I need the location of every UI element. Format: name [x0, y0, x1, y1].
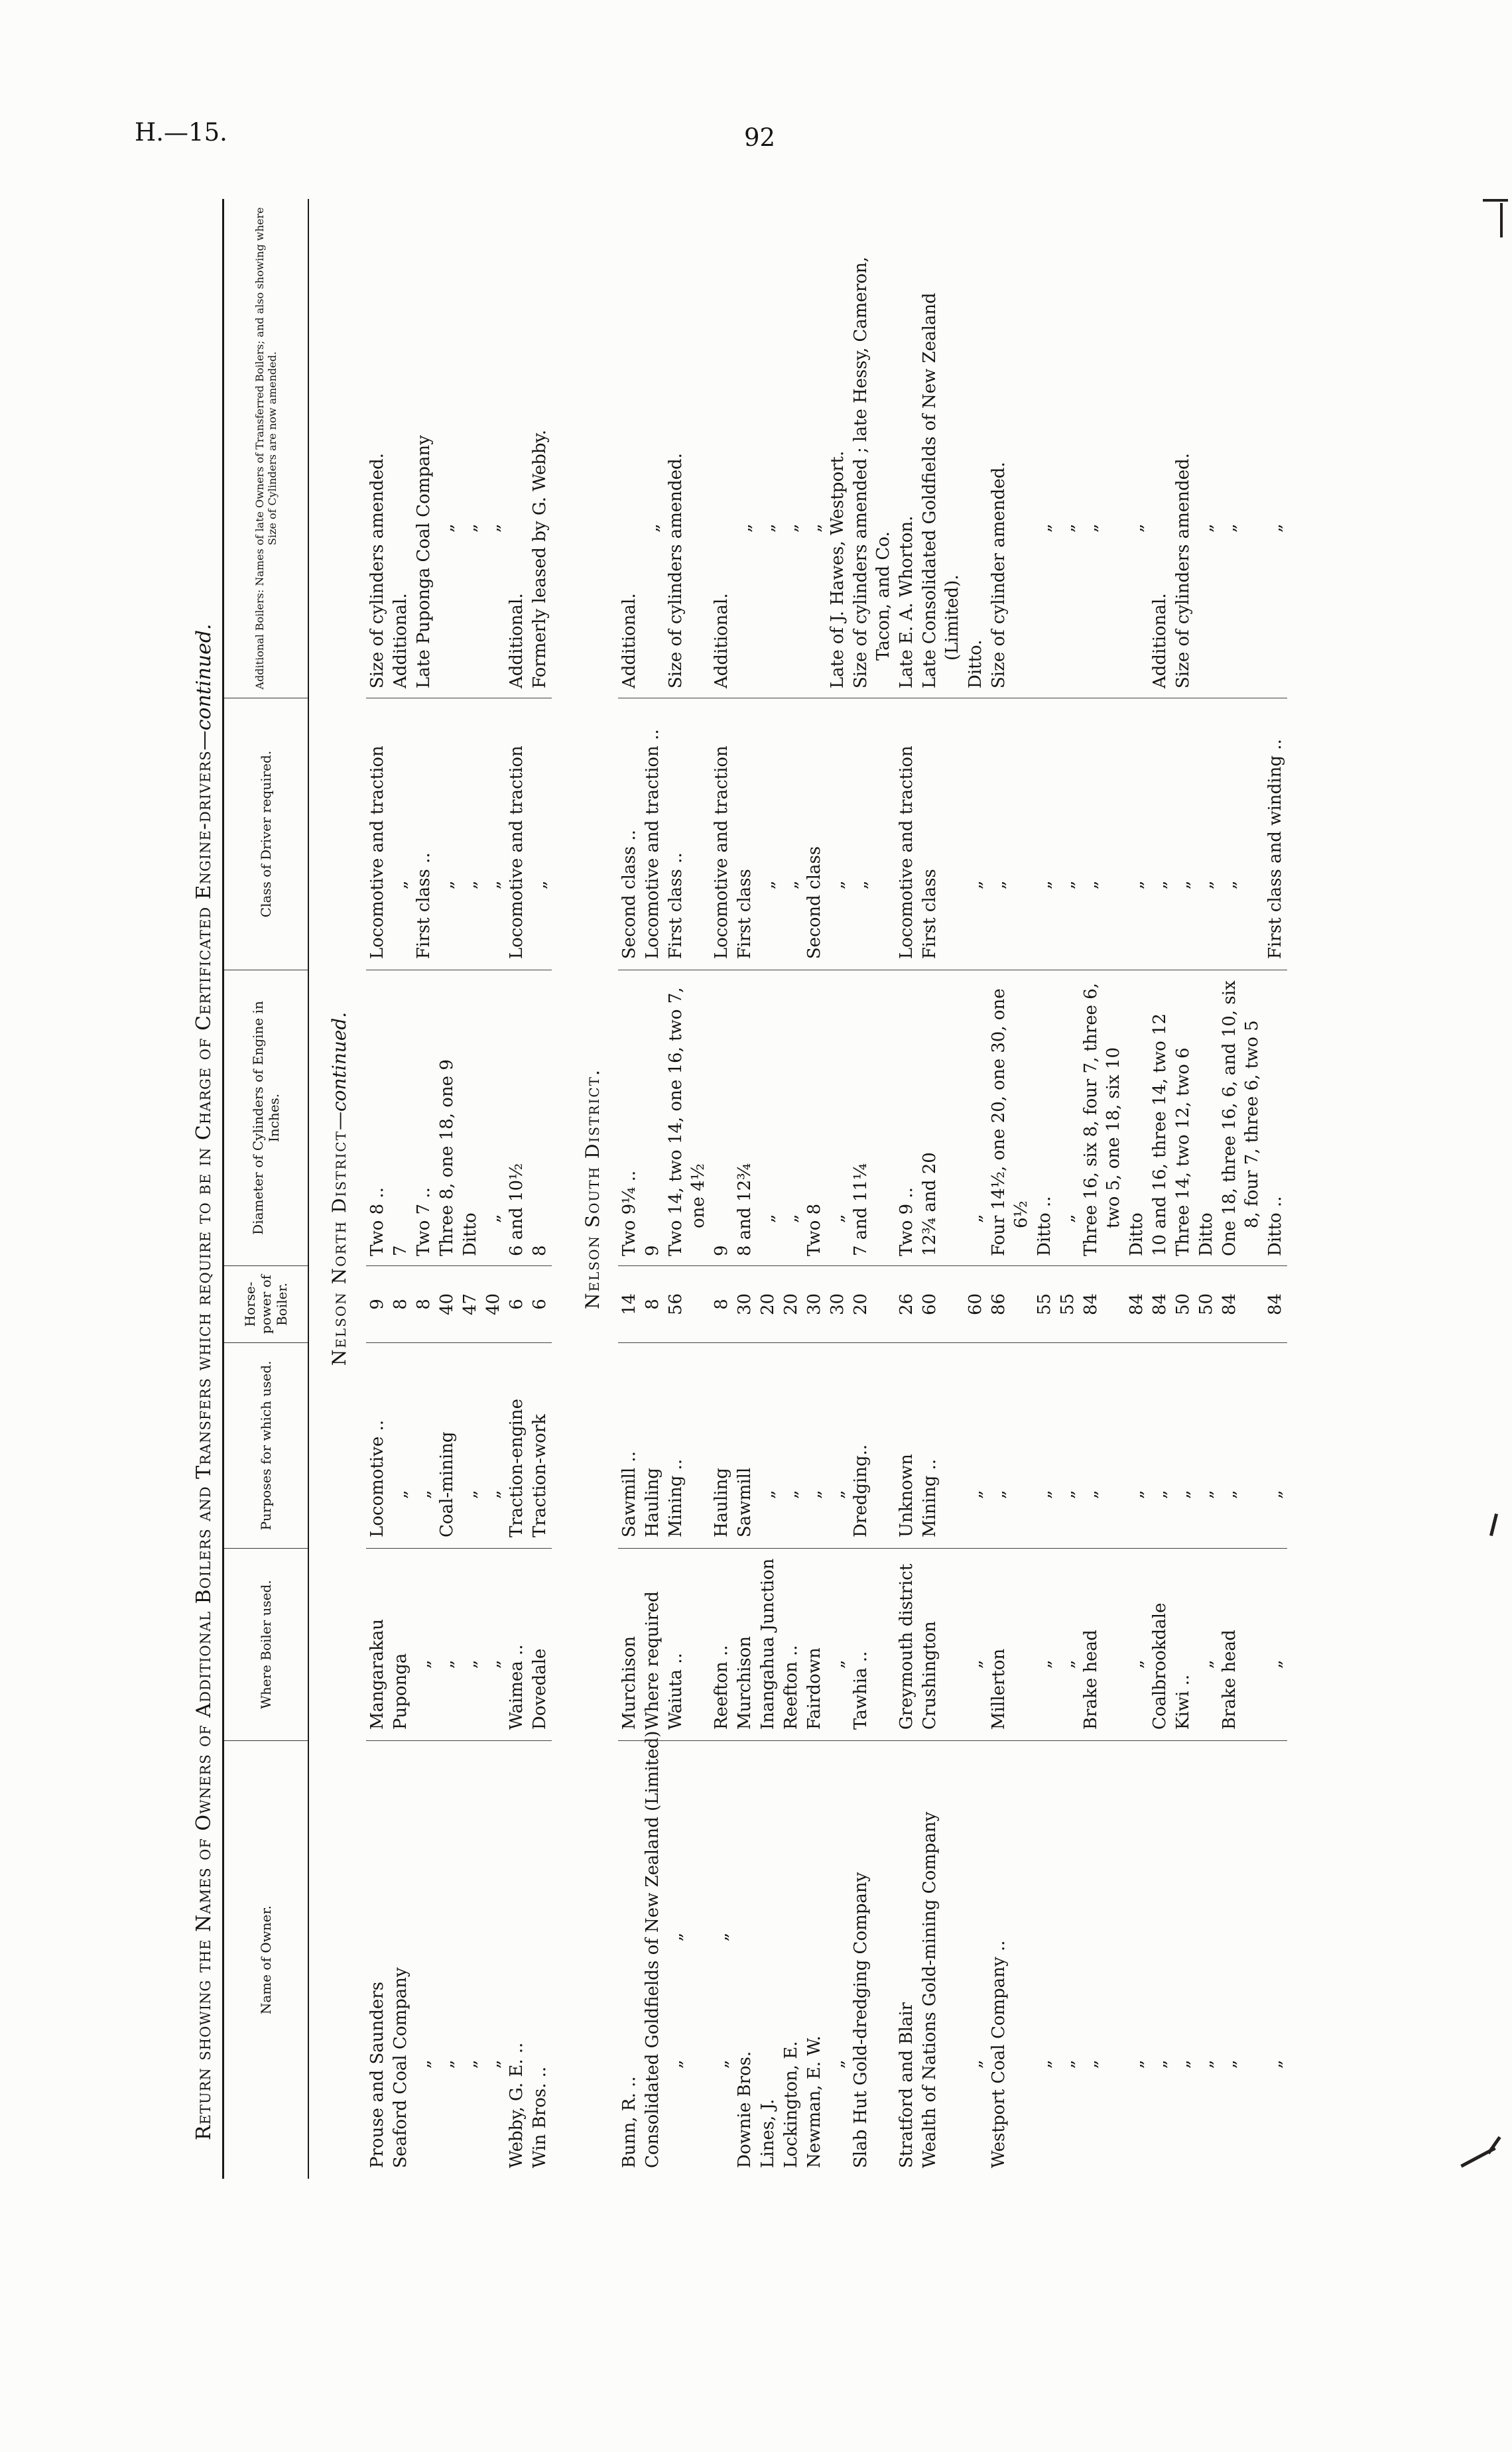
cell-horsepower: 14 [618, 1266, 641, 1343]
column-header-owner: Name of Owner. [258, 1905, 274, 2015]
cell-horsepower: 84 [1264, 1266, 1287, 1343]
cell-horsepower: 26 [895, 1266, 918, 1343]
column-header-purpose: Purposes for which used. [224, 1343, 308, 1549]
cell-owner: Newman, E. W. [804, 2035, 824, 2168]
cell-owner: Lines, J. [758, 2098, 778, 2168]
table-row [1080, 199, 1125, 2179]
section-heading [578, 199, 607, 2179]
cell-additional-boilers: Formerly leased by G. Webby. [529, 199, 552, 698]
cell-horsepower: 47 [459, 1266, 482, 1343]
cell-owner: Downie Bros. [735, 2051, 755, 2168]
table-row [618, 199, 641, 2179]
section-heading-text: Nelson North District [328, 1130, 350, 1366]
cell-additional-boilers: „ [459, 199, 482, 698]
cell-purpose: „ [389, 1343, 412, 1549]
cell-additional-boilers: „ [757, 199, 780, 698]
cell-horsepower: 20 [850, 1266, 895, 1343]
table-row [664, 199, 710, 2179]
cell-owner: Lockington, E. [781, 2041, 801, 2168]
cell-owner: „ [1220, 2059, 1239, 2069]
cell-owner: Prouse and Saunders [367, 1981, 387, 2168]
section-heading-text: Nelson South District. [582, 1068, 603, 1309]
cell-additional-boilers: „ [803, 199, 826, 698]
cell-where-used: Murchison [618, 1549, 641, 1741]
cell-cylinder-diameter: „ [964, 970, 987, 1266]
cell-owner: „ [1081, 2059, 1101, 2069]
cell-driver-class: Second class [803, 698, 826, 970]
cell-driver-class: „ [1172, 698, 1195, 970]
cell-owner: Webby, G. E. .. [507, 2042, 527, 2168]
cell-where-used: Reefton .. [780, 1549, 803, 1741]
cell-purpose: Sawmill .. [618, 1343, 641, 1549]
cell-owner: „ [437, 2059, 457, 2069]
cell-purpose: Mining .. [918, 1343, 964, 1549]
table-row [803, 199, 826, 2179]
cell-where-used: Mangarakau [366, 1549, 389, 1741]
cell-additional-boilers: Additional. [1149, 199, 1172, 698]
cell-where-used: Tawhia .. [850, 1549, 895, 1741]
cell-cylinder-diameter: Ditto .. [1033, 970, 1056, 1266]
cell-owner: Westport Coal Company .. [989, 1940, 1009, 2168]
cell-where-used: „ [459, 1549, 482, 1741]
cell-driver-class: Locomotive and traction [505, 698, 529, 970]
cell-cylinder-diameter: „ [757, 970, 780, 1266]
table-row [964, 199, 987, 2179]
document-reference: H.—15. [135, 118, 227, 147]
cell-where-used: „ [412, 1549, 436, 1741]
cell-purpose: „ [1218, 1343, 1264, 1549]
cell-cylinder-diameter: Three 16, six 8, four 7, three 6, two 5, one 18, six 10 [1080, 970, 1125, 1266]
cell-driver-class: First class [918, 698, 964, 970]
cell-horsepower: 20 [757, 1266, 780, 1343]
section-heading-continued: —continued. [328, 1011, 350, 1131]
column-header-where-used: Where Boiler used. [224, 1549, 308, 1741]
cell-horsepower: 8 [389, 1266, 412, 1343]
cell-cylinder-diameter: 10 and 16, three 14, two 12 [1149, 970, 1172, 1266]
table-title-main: Return showing the Names of Owners of Additional Boilers and Transfers which require to be in Charge of Certificated Engine-drivers [192, 750, 216, 2140]
cell-owner: „ [966, 2059, 985, 2069]
cell-horsepower: 40 [482, 1266, 505, 1343]
cell-where-used: „ [436, 1549, 459, 1741]
table-header-row [224, 199, 309, 2179]
cell-horsepower: 84 [1125, 1266, 1149, 1343]
cell-where-used: Inangahua Junction [757, 1549, 780, 1741]
cell-purpose: Traction-engine [505, 1343, 529, 1549]
page-number: 92 [744, 123, 776, 152]
column-header-additional-boilers: Additional Boilers: Names of late Owners of Transferred Boilers; and also showing where Size of Cylinders are now amended. [224, 199, 308, 698]
cell-driver-class: Locomotive and traction [710, 698, 733, 970]
cell-horsepower: 84 [1080, 1266, 1125, 1343]
table-row [1033, 199, 1056, 2179]
cell-driver-class: „ [780, 698, 803, 970]
cell-cylinder-diameter: 9 [641, 970, 664, 1266]
table-row [412, 199, 436, 2179]
cell-additional-boilers: „ [1056, 199, 1080, 698]
cell-additional-boilers: Late Puponga Coal Company [412, 199, 436, 698]
cell-horsepower: 84 [1149, 1266, 1172, 1343]
cell-owner: „ [1173, 2059, 1193, 2069]
cell-additional-boilers: Additional. [505, 199, 529, 698]
cell-owner: „ [1127, 2059, 1147, 2069]
cell-purpose: Hauling [710, 1343, 733, 1549]
cell-additional-boilers: Late Consolidated Goldfields of New Zealand (Limited). [918, 199, 964, 698]
cell-where-used: Where required [641, 1549, 664, 1741]
cell-additional-boilers: „ [1195, 199, 1218, 698]
cell-additional-boilers: „ [1264, 199, 1287, 698]
cell-additional-boilers: Late E. A. Whorton. [895, 199, 918, 698]
cell-driver-class: „ [826, 698, 850, 970]
table-row [482, 199, 505, 2179]
cell-additional-boilers: Size of cylinders amended. [366, 199, 389, 698]
rotated-table-area [189, 199, 1512, 2179]
cell-driver-class: „ [850, 698, 895, 970]
table-row [366, 199, 389, 2179]
cell-purpose: „ [482, 1343, 505, 1549]
cell-additional-boilers: „ [1125, 199, 1149, 698]
cell-driver-class: „ [1195, 698, 1218, 970]
cell-horsepower: 60 [964, 1266, 987, 1343]
table-row [895, 199, 918, 2179]
table-row [1125, 199, 1149, 2179]
cell-where-used: Reefton .. [710, 1549, 733, 1741]
cell-purpose: Hauling [641, 1343, 664, 1549]
cell-cylinder-diameter: „ [826, 970, 850, 1266]
cell-cylinder-diameter: 7 and 11¼ [850, 970, 895, 1266]
cell-additional-boilers: Size of cylinders amended ; late Hessy, Cameron, Tacon, and Co. [850, 199, 895, 698]
cell-where-used: Millerton [987, 1549, 1033, 1741]
cell-purpose: „ [803, 1343, 826, 1549]
cell-cylinder-diameter: Two 8 [803, 970, 826, 1266]
cell-driver-class: „ [1033, 698, 1056, 970]
table-row [850, 199, 895, 2179]
cell-additional-boilers: „ [733, 199, 757, 698]
cell-driver-class: „ [1218, 698, 1264, 970]
cell-driver-class: „ [964, 698, 987, 970]
cell-purpose: „ [459, 1343, 482, 1549]
cell-cylinder-diameter: „ [780, 970, 803, 1266]
table-row [733, 199, 757, 2179]
cell-owner: Seaford Coal Company [391, 1967, 410, 2168]
column-header-driver-class: Class of Driver required. [224, 698, 308, 970]
cell-where-used: „ [482, 1549, 505, 1741]
cell-where-used: „ [1125, 1549, 1149, 1741]
cell-owner: Stratford and Blair [897, 2002, 916, 2168]
column-header-cylinder-diameter: Diameter of Cylinders of Engine in Inches. [224, 970, 308, 1266]
cell-cylinder-diameter: Three 8, one 18, one 9 [436, 970, 459, 1266]
column-header-horsepower: Horse-power of Boiler. [224, 1266, 308, 1343]
boilers-table [222, 199, 1287, 2179]
cell-purpose: „ [964, 1343, 987, 1549]
cell-driver-class: „ [459, 698, 482, 970]
table-row [1195, 199, 1218, 2179]
table-row [918, 199, 964, 2179]
cell-where-used: Puponga [389, 1549, 412, 1741]
cell-driver-class: Locomotive and traction .. [641, 698, 664, 970]
ink-artifact [1483, 199, 1508, 202]
cell-additional-boilers: Additional. [618, 199, 641, 698]
cell-purpose: „ [1125, 1343, 1149, 1549]
cell-horsepower: 8 [641, 1266, 664, 1343]
cell-horsepower: 30 [733, 1266, 757, 1343]
cell-purpose: „ [826, 1343, 850, 1549]
cell-where-used: Waiuta .. [664, 1549, 710, 1741]
cell-cylinder-diameter: Ditto [1195, 970, 1218, 1266]
cell-where-used: „ [826, 1549, 850, 1741]
cell-cylinder-diameter: Two 8 .. [366, 970, 389, 1266]
cell-horsepower: 50 [1172, 1266, 1195, 1343]
table-body [325, 199, 1287, 2179]
cell-driver-class: Locomotive and traction [895, 698, 918, 970]
cell-additional-boilers: „ [1218, 199, 1264, 698]
cell-cylinder-diameter: Ditto [1125, 970, 1149, 1266]
cell-owner: Consolidated Goldfields of New Zealand (Limited) [643, 1730, 662, 2168]
cell-additional-boilers: Additional. [389, 199, 412, 698]
cell-horsepower: 6 [529, 1266, 552, 1343]
cell-driver-class: First class [733, 698, 757, 970]
table-row [987, 199, 1033, 2179]
cell-where-used: Murchison [733, 1549, 757, 1741]
cell-where-used: Waimea .. [505, 1549, 529, 1741]
cell-horsepower: 50 [1195, 1266, 1218, 1343]
cell-cylinder-diameter: Two 7 .. [412, 970, 436, 1266]
cell-horsepower: 20 [780, 1266, 803, 1343]
cell-horsepower: 60 [918, 1266, 964, 1343]
section-heading [325, 199, 354, 2179]
cell-where-used: Crushington [918, 1549, 964, 1741]
table-row [641, 199, 664, 2179]
cell-owner: „ [460, 2059, 480, 2069]
ink-artifact [1500, 203, 1503, 237]
cell-purpose: Coal-mining [436, 1343, 459, 1549]
cell-driver-class: Locomotive and traction [366, 698, 389, 970]
cell-owner: „ [828, 2059, 848, 2069]
cell-additional-boilers: Size of cylinder amended. [987, 199, 1033, 698]
cell-where-used: „ [1195, 1549, 1218, 1741]
table-row [826, 199, 850, 2179]
table-row [780, 199, 803, 2179]
cell-owner: „ [1196, 2059, 1216, 2069]
cell-where-used: Dovedale [529, 1549, 552, 1741]
cell-where-used: „ [964, 1549, 987, 1741]
cell-cylinder-diameter: „ [1056, 970, 1080, 1266]
cell-where-used: Brake head [1080, 1549, 1125, 1741]
cell-cylinder-diameter: 7 [389, 970, 412, 1266]
table-title-continued: —continued. [192, 623, 216, 751]
cell-driver-class: First class .. [664, 698, 710, 970]
cell-additional-boilers: „ [641, 199, 664, 698]
cell-horsepower: 8 [412, 1266, 436, 1343]
cell-owner: „ „ [666, 1932, 686, 2069]
cell-additional-boilers: „ [482, 199, 505, 698]
cell-owner: „ [1058, 2059, 1078, 2069]
cell-cylinder-diameter: 12¾ and 20 [918, 970, 964, 1266]
cell-purpose: „ [987, 1343, 1033, 1549]
table-row [1056, 199, 1080, 2179]
cell-driver-class: „ [1080, 698, 1125, 970]
cell-owner: „ [414, 2059, 434, 2069]
cell-purpose: „ [757, 1343, 780, 1549]
cell-owner: „ „ [712, 1932, 731, 2069]
cell-additional-boilers: Size of cylinders amended. [664, 199, 710, 698]
table-row [1172, 199, 1195, 2179]
cell-horsepower: 30 [826, 1266, 850, 1343]
cell-where-used: Fairdown [803, 1549, 826, 1741]
cell-owner: „ [1265, 2059, 1285, 2069]
table-row [1218, 199, 1264, 2179]
table-title [189, 199, 222, 2179]
cell-purpose: „ [1080, 1343, 1125, 1549]
cell-purpose: Traction-work [529, 1343, 552, 1549]
cell-horsepower: 84 [1218, 1266, 1264, 1343]
table-row [710, 199, 733, 2179]
cell-cylinder-diameter: 8 [529, 970, 552, 1266]
cell-additional-boilers: Ditto. [964, 199, 987, 698]
cell-purpose: „ [1149, 1343, 1172, 1549]
table-row [757, 199, 780, 2179]
cell-purpose: Sawmill [733, 1343, 757, 1549]
cell-where-used: „ [1056, 1549, 1080, 1741]
cell-driver-class: „ [482, 698, 505, 970]
cell-additional-boilers: Additional. [710, 199, 733, 698]
cell-purpose: Locomotive .. [366, 1343, 389, 1549]
cell-horsepower: 55 [1033, 1266, 1056, 1343]
cell-driver-class: Second class .. [618, 698, 641, 970]
cell-horsepower: 8 [710, 1266, 733, 1343]
table-row [1264, 199, 1287, 2179]
cell-horsepower: 56 [664, 1266, 710, 1343]
cell-cylinder-diameter: Four 14½, one 20, one 30, one 6½ [987, 970, 1033, 1266]
cell-horsepower: 40 [436, 1266, 459, 1343]
cell-driver-class: „ [436, 698, 459, 970]
cell-purpose: Dredging.. [850, 1343, 895, 1549]
cell-owner: Win Bros. .. [530, 2066, 550, 2168]
cell-purpose: „ [780, 1343, 803, 1549]
cell-cylinder-diameter: Two 9 .. [895, 970, 918, 1266]
cell-additional-boilers: „ [1080, 199, 1125, 698]
table-row [1149, 199, 1172, 2179]
cell-cylinder-diameter: One 18, three 16, 6, and 10, six 8, four 7, three 6, two 5 [1218, 970, 1264, 1266]
cell-where-used: „ [1264, 1549, 1287, 1741]
cell-additional-boilers: „ [780, 199, 803, 698]
cell-purpose: „ [1264, 1343, 1287, 1549]
cell-cylinder-diameter: Two 14, two 14, one 16, two 7, one 4½ [664, 970, 710, 1266]
cell-where-used: Brake head [1218, 1549, 1264, 1741]
cell-where-used: Kiwi .. [1172, 1549, 1195, 1741]
cell-purpose: „ [1172, 1343, 1195, 1549]
cell-cylinder-diameter: Ditto .. [1264, 970, 1287, 1266]
cell-driver-class: „ [1056, 698, 1080, 970]
table-row [529, 199, 552, 2179]
table-row [436, 199, 459, 2179]
cell-cylinder-diameter: „ [482, 970, 505, 1266]
cell-owner: Bunn, R. .. [619, 2076, 639, 2168]
cell-owner: „ [1150, 2059, 1170, 2069]
cell-horsepower: 30 [803, 1266, 826, 1343]
cell-horsepower: 86 [987, 1266, 1033, 1343]
cell-horsepower: 55 [1056, 1266, 1080, 1343]
cell-purpose: „ [1056, 1343, 1080, 1549]
cell-driver-class: „ [987, 698, 1033, 970]
cell-driver-class: „ [529, 698, 552, 970]
cell-cylinder-diameter: 6 and 10½ [505, 970, 529, 1266]
cell-driver-class: „ [389, 698, 412, 970]
cell-cylinder-diameter: Three 14, two 12, two 6 [1172, 970, 1195, 1266]
cell-additional-boilers: Size of cylinders amended. [1172, 199, 1195, 698]
cell-driver-class: First class and winding .. [1264, 698, 1287, 970]
cell-cylinder-diameter: Two 9¼ .. [618, 970, 641, 1266]
cell-additional-boilers: Late of J. Hawes, Westport. [826, 199, 850, 698]
cell-horsepower: 9 [366, 1266, 389, 1343]
cell-driver-class: „ [1125, 698, 1149, 970]
cell-purpose: „ [1033, 1343, 1056, 1549]
cell-where-used: Greymouth district [895, 1549, 918, 1741]
cell-owner: „ [483, 2059, 503, 2069]
table-row [389, 199, 412, 2179]
cell-purpose: Unknown [895, 1343, 918, 1549]
cell-where-used: „ [1033, 1549, 1056, 1741]
cell-where-used: Coalbrookdale [1149, 1549, 1172, 1741]
cell-cylinder-diameter: 8 and 12¾ [733, 970, 757, 1266]
cell-cylinder-diameter: 9 [710, 970, 733, 1266]
cell-owner: Wealth of Nations Gold-mining Company [920, 1811, 940, 2168]
cell-owner: Slab Hut Gold-dredging Company [851, 1872, 871, 2168]
cell-driver-class: „ [1149, 698, 1172, 970]
cell-additional-boilers: „ [436, 199, 459, 698]
cell-additional-boilers: „ [1033, 199, 1056, 698]
cell-driver-class: „ [757, 698, 780, 970]
cell-cylinder-diameter: Ditto [459, 970, 482, 1266]
cell-owner: „ [1035, 2059, 1054, 2069]
cell-purpose: Mining .. [664, 1343, 710, 1549]
cell-purpose: „ [1195, 1343, 1218, 1549]
table-row [459, 199, 482, 2179]
cell-purpose: „ [412, 1343, 436, 1549]
table-row [505, 199, 529, 2179]
cell-driver-class: First class .. [412, 698, 436, 970]
cell-horsepower: 6 [505, 1266, 529, 1343]
